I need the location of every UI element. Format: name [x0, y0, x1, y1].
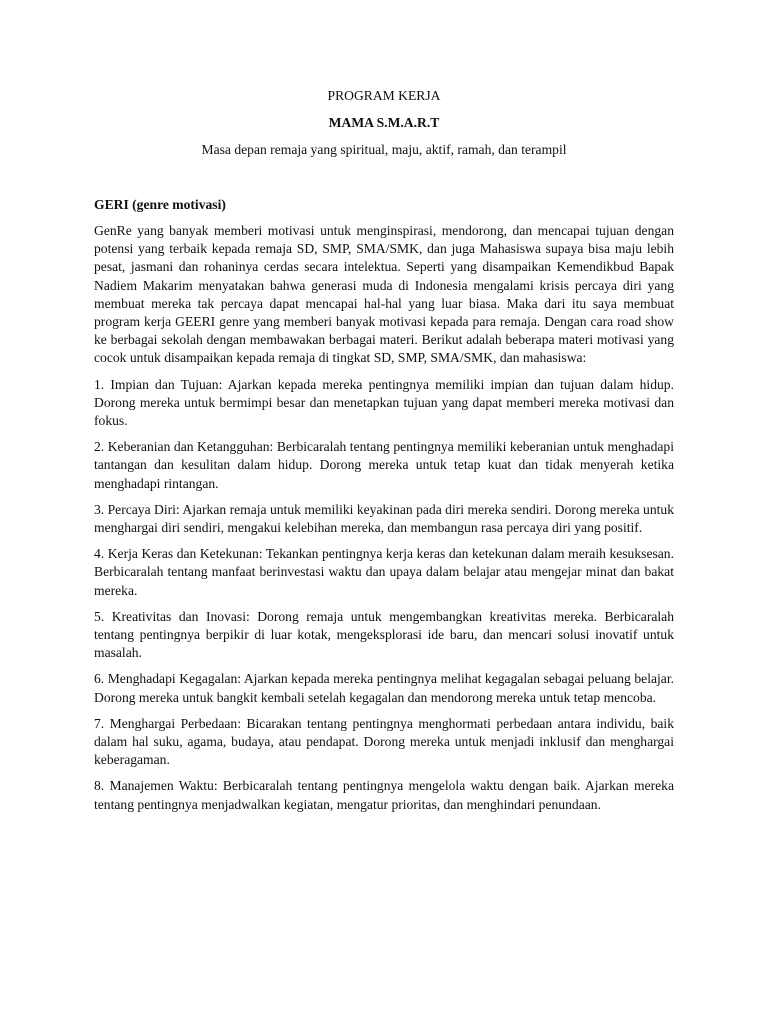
- list-item: 3. Percaya Diri: Ajarkan remaja untuk memiliki keyakinan pada diri mereka sendiri. Dorong mereka untuk menghargai diri sendiri, mengakui kelebihan mereka, dan membangun rasa percaya diri yang positif.: [94, 501, 674, 536]
- list-item: 5. Kreativitas dan Inovasi: Dorong remaja untuk mengembangkan kreativitas mereka. Berbicaralah tentang pentingnya berpikir di luar kotak, mengeksplorasi ide baru, dan mencari solusi inovatif untuk masalah.: [94, 608, 674, 661]
- list-item: 7. Menghargai Perbedaan: Bicarakan tentang pentingnya menghormati perbedaan antara individu, baik dalam hal suku, agama, budaya, atau pendapat. Dorong mereka untuk menjadi inklusif dan menghargai keberagaman.: [94, 715, 674, 768]
- intro-paragraph: GenRe yang banyak memberi motivasi untuk menginspirasi, mendorong, dan mencapai tujuan dengan potensi yang terbaik kepada remaja SD, SMP, SMA/SMK, dan juga Mahasiswa supaya bisa maju lebih pesat, jasmani dan rohaninya cerdas secara intelektua. Seperti yang disampaikan Kemendikbud Bapak Nadiem Makarim menyatakan bahwa generasi muda di Indonesia mengalami krisis percaya diri yang membuat mereka tak percaya dapat mencapai hal-hal yang luar biasa. Maka dari itu saya membuat program kerja GEERI genre yang memberi banyak motivasi kepada para remaja. Dengan cara road show ke berbagai sekolah dengan membawakan berbagai materi. Berikut adalah beberapa materi motivasi yang cocok untuk disampaikan kepada remaja di tingkat SD, SMP, SMA/SMK, dan mahasiswa:: [94, 223, 674, 366]
- document-page: [94, 87, 674, 814]
- document-subtitle: MAMA S.M.A.R.T: [328, 115, 440, 130]
- section-heading: GERI (genre motivasi): [94, 197, 226, 212]
- list-item: 6. Menghadapi Kegagalan: Ajarkan kepada mereka pentingnya melihat kegagalan sebagai peluang belajar. Dorong mereka untuk bangkit kembali setelah kegagalan dan mendorong mereka untuk tetap mencoba.: [94, 671, 674, 705]
- document-title: PROGRAM KERJA: [327, 88, 441, 103]
- list-item: 2. Keberanian dan Ketangguhan: Berbicaralah tentang pentingnya memiliki keberanian untuk menghadapi tantangan dan kesulitan dalam hidup. Dorong mereka untuk tetap kuat dan tidak menyerah ketika menghadapi rintangan.: [94, 439, 674, 491]
- list-item: 4. Kerja Keras dan Ketekunan: Tekankan pentingnya kerja keras dan ketekunan dalam meraih kesuksesan. Berbicaralah tentang manfaat berinvestasi waktu dan upaya dalam belajar atau mengejar minat dan bakat mereka.: [94, 546, 674, 598]
- list-item: 1. Impian dan Tujuan: Ajarkan kepada mereka pentingnya memiliki impian dan tujuan dalam hidup. Dorong mereka untuk bermimpi besar dan menetapkan tujuan yang dapat memberi mereka motivasi dan fokus.: [94, 376, 674, 429]
- document-tagline: Masa depan remaja yang spiritual, maju, aktif, ramah, dan terampil: [201, 142, 567, 157]
- list-item: 8. Manajemen Waktu: Berbicaralah tentang pentingnya mengelola waktu dengan baik. Ajarkan mereka tentang pentingnya menjadwalkan kegiatan, mengatur prioritas, dan menghindari penundaan.: [94, 778, 674, 812]
